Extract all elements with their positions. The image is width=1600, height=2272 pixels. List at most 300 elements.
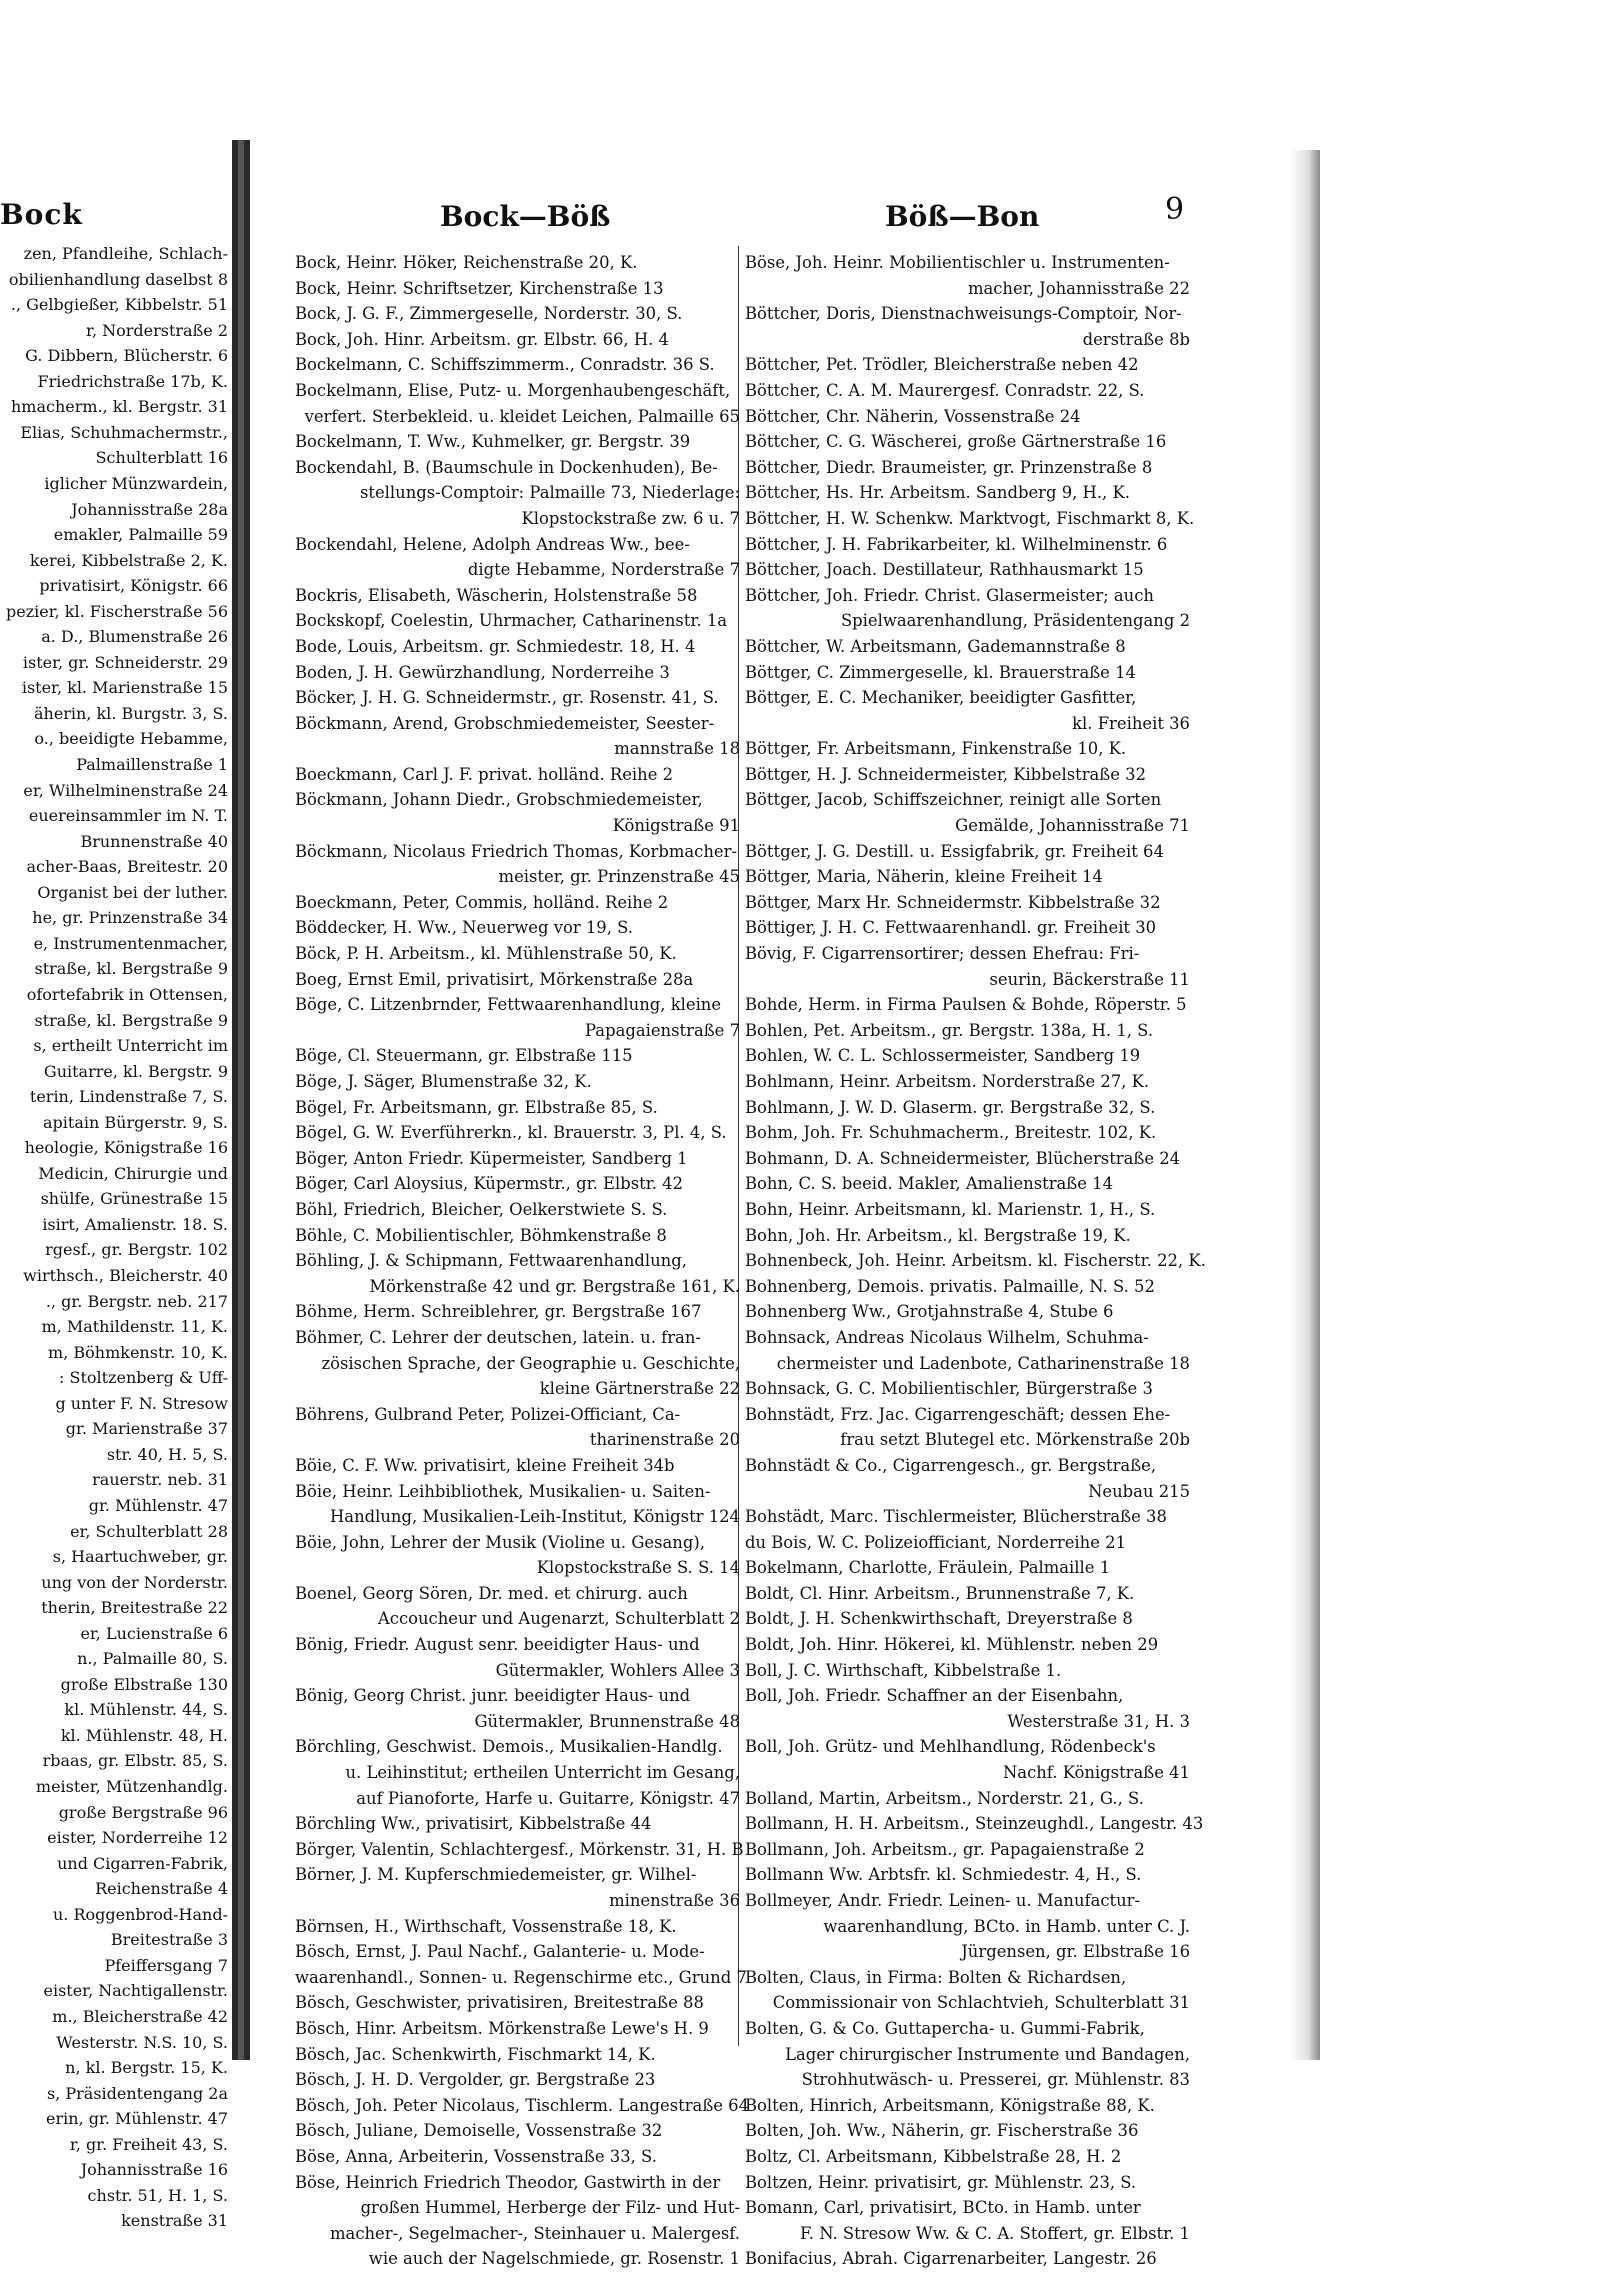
entry-line: Bollmann Ww. Arbtsfr. kl. Schmiedestr. 4, H., S. [745, 1865, 1142, 1885]
left-page-header: Bock [0, 198, 83, 231]
entry-line: Boltzen, Heinr. privatisirt, gr. Mühlenstr. 23, S. [745, 2172, 1137, 2192]
entry-line: Boden, J. H. Gewürzhandlung, Norderreihe 3 [295, 662, 670, 682]
entry-line: Böhme, Herm. Schreiblehrer, gr. Bergstraße 167 [295, 1302, 702, 1322]
entry-line: Boenel, Georg Sören, Dr. med. et chirurg. auch [295, 1583, 688, 1603]
entry-line: Boll, Joh. Grütz- und Mehlhandlung, Rödenbeck's [745, 1737, 1156, 1757]
entry-line: Böge, Cl. Steuermann, gr. Elbstraße 115 [295, 1046, 633, 1066]
entry-continuation: seurin, Bäckerstraße 11 [989, 969, 1190, 989]
entry-line: Böttger, J. G. Destill. u. Essigfabrik, gr. Freiheit 64 [745, 841, 1164, 861]
entry-line: Bohm, Joh. Fr. Schuhmacherm., Breitestr. 102, K. [745, 1123, 1157, 1143]
left-fragment-line: ., Gelbgießer, Kibbelstr. 51 [10, 295, 228, 315]
header-range-right: Böß—Bon [885, 200, 1040, 233]
left-fragment-line: kerei, Kibbelstraße 2, K. [29, 550, 228, 570]
directory-entry [745, 1786, 1190, 1812]
directory-entry [295, 839, 740, 890]
directory-entry [745, 660, 1190, 686]
directory-entry [295, 1632, 740, 1683]
left-fragment-line: und Cigarren-Fabrik, [57, 1853, 228, 1873]
left-fragment-line: straße, kl. Bergstraße 9 [34, 959, 228, 979]
entry-line: Böttcher, Doris, Dienstnachweisungs-Comptoir, Nor- [745, 304, 1182, 324]
directory-entry [745, 1658, 1190, 1684]
entry-line: Böttcher, Chr. Näherin, Vossenstraße 24 [745, 406, 1081, 426]
directory-entry [745, 1248, 1206, 1274]
directory-entry [745, 1453, 1190, 1504]
left-fragment-line: kl. Mühlenstr. 48, H. [60, 1725, 228, 1745]
directory-entry [745, 1223, 1190, 1249]
left-fragment-line: n, kl. Bergstr. 15, K. [65, 2058, 228, 2078]
entry-line: Bockelmann, C. Schiffszimmerm., Conradstr. 36 S. [295, 355, 715, 375]
directory-entry [295, 2067, 740, 2093]
entry-line: Böse, Joh. Heinr. Mobilientischler u. Instrumenten- [745, 253, 1170, 272]
entry-continuation: minenstraße 36 [609, 1891, 740, 1910]
left-fragment-line: he, gr. Prinzenstraße 34 [32, 908, 228, 928]
entry-line: Böck, P. H. Arbeitsm., kl. Mühlenstraße 50, K. [295, 944, 677, 964]
entry-line: Bohn, Joh. Hr. Arbeitsm., kl. Bergstraße 19, K. [745, 1225, 1131, 1245]
left-fragment-line: acher-Baas, Breitestr. 20 [26, 857, 228, 877]
directory-entry [745, 404, 1190, 430]
entry-line: Bolland, Martin, Arbeitsm., Norderstr. 21, G., S. [745, 1788, 1144, 1808]
entry-line: Bolten, G. & Co. Guttapercha- u. Gummi-Fabrik, [745, 2018, 1145, 2038]
entry-line: Böttger, Maria, Näherin, kleine Freiheit 14 [745, 867, 1103, 887]
left-fragment-line: obilienhandlung daselbst 8 [8, 269, 228, 289]
entry-line: Boll, Joh. Friedr. Schaffner an der Eisenbahn, [745, 1686, 1124, 1706]
entry-line: Böie, C. F. Ww. privatisirt, kleine Freiheit 34b [295, 1455, 675, 1475]
entry-line: Böie, Heinr. Leihbibliothek, Musikalien- u. Saiten- [295, 1481, 711, 1501]
directory-entry [745, 1555, 1190, 1581]
book-gutter [232, 140, 250, 2060]
directory-entry [745, 1504, 1190, 1530]
entry-continuation: Strohhutwäsch- u. Presserei, gr. Mühlenstr. 83 [801, 2070, 1190, 2090]
left-fragment-line: er, Wilhelminenstraße 24 [23, 780, 228, 800]
directory-entry [295, 250, 740, 276]
directory-entry [745, 2246, 1190, 2272]
entry-line: Bösch, Juliane, Demoiselle, Vossenstraße 32 [295, 2121, 663, 2141]
left-fragment-line: s, ertheilt Unterricht im [33, 1036, 228, 1056]
entry-line: Böttcher, C. A. M. Maurergesf. Conradstr. 22, S. [745, 380, 1145, 400]
entry-line: Bohnenberg, Demois. privatis. Palmaille, N. S. 52 [745, 1276, 1155, 1296]
entry-line: Böge, J. Säger, Blumenstraße 32, K. [295, 1072, 592, 1091]
directory-entry [745, 1606, 1190, 1632]
directory-entry [745, 301, 1190, 352]
entry-line: Bollmann, H. H. Arbeitsm., Steinzeughdl., Langestr. 43 [745, 1814, 1204, 1834]
entry-line: Bösch, J. H. D. Vergolder, gr. Bergstraße 23 [295, 2070, 656, 2090]
directory-entry [745, 2016, 1190, 2093]
directory-entry [745, 1376, 1190, 1402]
directory-entry [745, 1171, 1190, 1197]
left-fragment-line: kl. Mühlenstr. 44, S. [64, 1700, 228, 1720]
page-edge [1290, 150, 1320, 2060]
directory-entry [295, 2118, 740, 2144]
left-fragment-line: Schulterblatt 16 [95, 448, 228, 468]
left-fragment-line: Brunnenstraße 40 [80, 831, 228, 851]
left-fragment-line: m., Bleicherstraße 42 [52, 2006, 228, 2026]
directory-entry [295, 1043, 740, 1069]
entry-line: Bollmann, Joh. Arbeitsm., gr. Papagaienstraße 2 [745, 1839, 1145, 1859]
directory-entry [295, 276, 740, 302]
left-fragment-line: gr. Mühlenstr. 47 [88, 1495, 228, 1515]
entry-line: Bösch, Geschwister, privatisiren, Breitestraße 88 [295, 1993, 704, 2013]
directory-entry [745, 1734, 1190, 1785]
left-fragment-line: : Stoltzenberg & Uff- [59, 1368, 228, 1388]
entry-continuation: waarenhandlung, BCto. in Hamb. unter C. J. [823, 1916, 1190, 1936]
directory-entry [745, 1018, 1190, 1044]
directory-entry [745, 1069, 1190, 1095]
left-fragment-line: zen, Pfandleihe, Schlach- [23, 244, 228, 263]
entry-line: Bösch, Jac. Schenkwirth, Fischmarkt 14, K. [295, 2044, 656, 2064]
column-right [745, 250, 1206, 2272]
directory-entry [295, 2170, 740, 2272]
entry-line: Bockelmann, T. Ww., Kuhmelker, gr. Bergstr. 39 [295, 432, 691, 452]
directory-entry [295, 327, 740, 353]
directory-entry [745, 915, 1190, 941]
entry-line: Böse, Anna, Arbeiterin, Vossenstraße 33, S. [295, 2146, 657, 2166]
entry-line: Böie, John, Lehrer der Musik (Violine u. Gesang), [295, 1532, 705, 1552]
entry-line: Böddecker, H. Ww., Neuerweg vor 19, S. [295, 918, 634, 938]
entry-continuation: u. Leihinstitut; ertheilen Unterricht im Gesang, [345, 1763, 740, 1783]
entry-continuation: Neubau 215 [1088, 1481, 1190, 1501]
entry-line: Bögel, G. W. Everführerkn., kl. Brauerstr. 3, Pl. 4, S. [295, 1123, 727, 1143]
directory-entry [745, 1632, 1190, 1658]
directory-entry [295, 2016, 740, 2042]
entry-line: Böttger, Fr. Arbeitsmann, Finkenstraße 10, K. [745, 739, 1127, 759]
directory-entry [295, 1197, 740, 1223]
left-fragment-line: isirt, Amalienstr. 18. S. [42, 1214, 228, 1234]
left-fragment-line: Johannisstraße 16 [80, 2160, 228, 2180]
entry-line: Böhrens, Gulbrand Peter, Polizei-Officiant, Ca- [295, 1404, 681, 1424]
entry-continuation: meister, gr. Prinzenstraße 45 [498, 867, 740, 887]
entry-continuation: Klopstockstraße zw. 6 u. 7 [521, 508, 740, 528]
directory-entry [295, 1453, 740, 1479]
directory-entry [745, 532, 1190, 558]
directory-entry [745, 429, 1190, 455]
left-fragment-line: äherin, kl. Burgstr. 3, S. [33, 703, 228, 723]
directory-entry [745, 583, 1190, 634]
entry-line: Boeckmann, Carl J. F. privat. holländ. Reihe 2 [295, 764, 674, 784]
entry-line: Böttger, H. J. Schneidermeister, Kibbelstraße 32 [745, 764, 1147, 784]
left-fragment-line: erin, gr. Mühlenstr. 47 [46, 2109, 228, 2129]
entry-line: Bonifacius, Abrah. Cigarrenarbeiter, Langestr. 26 [745, 2249, 1157, 2269]
entry-line: Böttger, Jacob, Schiffszeichner, reinigt alle Sorten [745, 790, 1162, 810]
entry-line: Bolten, Claus, in Firma: Bolten & Richardsen, [745, 1967, 1127, 1987]
directory-entry [745, 736, 1190, 762]
entry-line: du Bois, W. C. Polizeiofficiant, Norderreihe 21 [745, 1532, 1126, 1552]
left-fragment-line: ister, gr. Schneiderstr. 29 [22, 652, 228, 672]
directory-entry [295, 608, 740, 634]
left-fragment-line: eister, Norderreihe 12 [47, 1828, 228, 1848]
directory-entry [295, 1837, 744, 1863]
entry-line: Bohnstädt, Frz. Jac. Cigarrengeschäft; dessen Ehe- [745, 1404, 1171, 1424]
directory-entry [295, 2144, 740, 2170]
entry-line: Bönig, Friedr. August senr. beeidigter Haus- und [295, 1635, 700, 1655]
left-fragment-line: g unter F. N. Stresow [55, 1393, 228, 1413]
page-header [250, 192, 1290, 240]
left-fragment-line: Guitarre, kl. Bergstr. 9 [43, 1061, 228, 1081]
entry-line: Bohnenbeck, Joh. Heinr. Arbeitsm. kl. Fischerstr. 22, K. [745, 1251, 1206, 1271]
entry-line: Bolten, Hinrich, Arbeitsmann, Königstraße 88, K. [745, 2095, 1155, 2115]
directory-entry [295, 455, 740, 532]
left-fragment-line: ofortefabrik in Ottensen, [26, 984, 228, 1004]
entry-line: Böhl, Friedrich, Bleicher, Oelkerstwiete S. S. [295, 1199, 668, 1219]
entry-continuation: verfert. Sterbekleid. u. kleidet Leichen, Palmaille 65 [304, 406, 740, 426]
entry-line: Boltz, Cl. Arbeitsmann, Kibbelstraße 28, H. 2 [745, 2146, 1122, 2166]
entry-line: Börchling Ww., privatisirt, Kibbelstraße 44 [295, 1814, 652, 1834]
entry-continuation: Nachf. Königstraße 41 [1002, 1763, 1190, 1783]
entry-continuation: Mörkenstraße 42 und gr. Bergstraße 161, K. [369, 1276, 740, 1296]
directory-entry [295, 1862, 740, 1913]
entry-line: Böhle, C. Mobilientischler, Böhmkenstraße 8 [295, 1225, 667, 1245]
left-fragment-line: privatisirt, Königstr. 66 [39, 576, 228, 596]
entry-line: Bockendahl, Helene, Adolph Andreas Ww., bee- [295, 534, 690, 554]
directory-entry [295, 660, 740, 686]
left-fragment-line: str. 40, H. 5, S. [106, 1444, 228, 1464]
directory-entry [745, 1683, 1190, 1734]
entry-line: Böckmann, Nicolaus Friedrich Thomas, Korbmacher- [295, 841, 737, 861]
entry-continuation: kl. Freiheit 36 [1072, 713, 1190, 733]
entry-line: Böttcher, J. H. Fabrikarbeiter, kl. Wilhelminenstr. 6 [745, 534, 1168, 554]
column-left [295, 250, 750, 2272]
left-fragment-line: Palmaillenstraße 1 [76, 755, 228, 774]
directory-entry [745, 1095, 1190, 1121]
left-fragment-line: s, Haartuchweber, gr. [52, 1547, 228, 1567]
entry-line: Böttger, C. Zimmergeselle, kl. Brauerstraße 14 [745, 662, 1136, 682]
entry-continuation: derstraße 8b [1082, 329, 1190, 349]
directory-entry [745, 2170, 1190, 2196]
left-fragment-line: Breitestraße 3 [110, 1930, 228, 1950]
directory-entry [745, 1965, 1190, 2016]
directory-entry [295, 1402, 740, 1453]
left-fragment-line: terin, Lindenstraße 7, S. [29, 1087, 228, 1107]
left-fragment-line: Johannisstraße 28a [71, 499, 228, 519]
left-fragment-line: ister, kl. Marienstraße 15 [21, 678, 228, 698]
entry-line: Bock, Joh. Hinr. Arbeitsm. gr. Elbstr. 66, H. 4 [295, 329, 669, 349]
entry-line: Bohde, Herm. in Firma Paulsen & Bohde, Röperstr. 5 [745, 995, 1187, 1015]
entry-line: Böger, Anton Friedr. Küpermeister, Sandberg 1 [295, 1148, 688, 1168]
left-fragment-line: rbaas, gr. Elbstr. 85, S. [42, 1751, 228, 1771]
directory-entry [295, 1248, 740, 1299]
directory-entry [295, 378, 740, 429]
directory-entry [745, 1146, 1190, 1172]
directory-entry [745, 685, 1190, 736]
left-fragment-line: u. Roggenbrod-Hand- [52, 1904, 228, 1924]
entry-continuation: chermeister und Ladenbote, Catharinenstraße 18 [776, 1353, 1190, 1373]
directory-entry [745, 2144, 1190, 2170]
directory-entry [745, 941, 1190, 992]
entry-line: Bohlen, W. C. L. Schlossermeister, Sandberg 19 [745, 1046, 1141, 1066]
entry-line: Bösch, Ernst, J. Paul Nachf., Galanterie- u. Mode- [295, 1942, 705, 1962]
directory-entry [745, 762, 1190, 788]
entry-line: Bokelmann, Charlotte, Fräulein, Palmaille 1 [745, 1558, 1111, 1578]
directory-entry [295, 1530, 740, 1581]
directory-entry [745, 250, 1190, 301]
entry-line: Bohmann, D. A. Schneidermeister, Blücherstraße 24 [745, 1148, 1181, 1168]
directory-entry [745, 839, 1190, 865]
entry-line: Bode, Louis, Arbeitsm. gr. Schmiedestr. 18, H. 4 [295, 636, 696, 656]
left-fragment-line: heologie, Königstraße 16 [24, 1138, 228, 1158]
left-fragment-line: shülfe, Grünestraße 15 [40, 1189, 228, 1209]
left-fragment-line: s, Präsidentengang 2a [46, 2083, 228, 2103]
entry-line: Bösch, Joh. Peter Nicolaus, Tischlerm. Langestraße 64 [295, 2095, 750, 2115]
directory-entry [295, 1811, 740, 1837]
entry-line: Bohnsack, G. C. Mobilientischler, Bürgerstraße 3 [745, 1379, 1153, 1399]
directory-entry [745, 1043, 1190, 1069]
directory-entry [295, 1299, 740, 1325]
entry-line: Bohnenberg Ww., Grotjahnstraße 4, Stube 6 [745, 1302, 1114, 1322]
directory-entry [745, 2093, 1190, 2119]
entry-line: Bockskopf, Coelestin, Uhrmacher, Catharinenstr. 1a [295, 611, 728, 631]
directory-entry [745, 2118, 1190, 2144]
left-page-fragment [0, 140, 232, 2231]
entry-line: Boll, J. C. Wirthschaft, Kibbelstraße 1. [745, 1660, 1062, 1680]
directory-entry [295, 1990, 740, 2016]
directory-entry [745, 864, 1190, 890]
left-fragment-line: kenstraße 31 [121, 2211, 228, 2231]
left-fragment-line: straße, kl. Bergstraße 9 [34, 1010, 228, 1030]
left-fragment-line: Organist bei der luther. [37, 882, 228, 902]
entry-line: Böttcher, Hs. Hr. Arbeitsm. Sandberg 9, H., K. [745, 483, 1130, 503]
directory-entry [295, 1581, 740, 1632]
entry-line: Bockendahl, B. (Baumschule in Dockenhuden), Be- [295, 457, 718, 477]
entry-continuation: Gütermakler, Wohlers Allee 3 [495, 1660, 740, 1680]
entry-line: Boldt, J. H. Schenkwirthschaft, Dreyerstraße 8 [745, 1609, 1133, 1629]
directory-entry [745, 992, 1190, 1018]
gutter-shadow [238, 140, 244, 2060]
left-fragment-line: chstr. 51, H. 1, S. [87, 2185, 228, 2205]
entry-continuation: Handlung, Musikalien-Leih-Institut, Königstr 124 [330, 1507, 740, 1527]
entry-line: Böttcher, C. G. Wäscherei, große Gärtnerstraße 16 [745, 432, 1167, 452]
left-fragment-line: er, Lucienstraße 6 [80, 1623, 228, 1643]
entry-line: Böttger, Marx Hr. Schneidermstr. Kibbelstraße 32 [745, 892, 1161, 912]
entry-line: Böttiger, J. H. C. Fettwaarenhandl. gr. Freiheit 30 [745, 918, 1157, 938]
entry-line: Bockelmann, Elise, Putz- u. Morgenhaubengeschäft, [295, 380, 731, 400]
entry-line: Böttcher, Joach. Destillateur, Rathhausmarkt 15 [745, 560, 1144, 580]
entry-line: Böcker, J. H. G. Schneidermstr., gr. Rosenstr. 41, S. [295, 688, 719, 708]
entry-line: Böttcher, H. W. Schenkw. Marktvogt, Fischmarkt 8, K. [745, 508, 1195, 528]
entry-continuation: zösischen Sprache, der Geographie u. Geschichte, [321, 1353, 740, 1373]
entry-line: Bohlen, Pet. Arbeitsm., gr. Bergstr. 138a, H. 1, S. [745, 1020, 1154, 1040]
directory-entry [295, 2093, 750, 2119]
entry-line: Bock, Heinr. Schriftsetzer, Kirchenstraße 13 [295, 278, 664, 298]
entry-line: Böttcher, W. Arbeitsmann, Gademannstraße 8 [745, 636, 1126, 656]
entry-continuation: macher-, Segelmacher-, Steinhauer u. Malergesf. [330, 2223, 740, 2243]
page-number: 9 [1165, 192, 1185, 227]
directory-entry [295, 1479, 740, 1530]
left-fragment-line: große Elbstraße 130 [60, 1674, 228, 1694]
directory-entry [295, 1734, 740, 1811]
left-fragment-line: m, Böhmkenstr. 10, K. [48, 1342, 228, 1362]
entry-line: Böhling, J. & Schipmann, Fettwaarenhandlung, [295, 1251, 687, 1271]
directory-entry [745, 1299, 1190, 1325]
entry-continuation: digte Hebamme, Norderstraße 7 [467, 560, 740, 580]
entry-continuation: Gemälde, Johannisstraße 71 [955, 816, 1190, 836]
directory-entry [295, 532, 740, 583]
directory-entry [295, 1325, 740, 1402]
left-fragment-line: therin, Breitestraße 22 [41, 1598, 228, 1618]
entry-continuation: frau setzt Blutegel etc. Mörkenstraße 20b [840, 1430, 1190, 1450]
left-fragment-line: o., beeidigte Hebamme, [34, 729, 228, 749]
left-fragment-line: m, Mathildenstr. 11, K. [41, 1317, 228, 1337]
entry-line: Böttcher, Diedr. Braumeister, gr. Prinzenstraße 8 [745, 457, 1153, 477]
directory-entry [745, 1837, 1190, 1863]
entry-continuation: auf Pianoforte, Harfe u. Guitarre, Königstr. 47 [356, 1788, 740, 1808]
directory-entry [745, 1888, 1190, 1965]
entry-line: Boldt, Cl. Hinr. Arbeitsm., Brunnenstraße 7, K. [745, 1583, 1135, 1603]
entry-line: Bohlmann, Heinr. Arbeitsm. Norderstraße 27, K. [745, 1072, 1150, 1091]
left-fragment-line: Friedrichstraße 17b, K. [37, 371, 228, 391]
entry-line: Bösch, Hinr. Arbeitsm. Mörkenstraße Lewe's H. 9 [295, 2018, 709, 2038]
left-fragment-line: rauerstr. neb. 31 [92, 1470, 228, 1490]
left-fragment-line: Westerstr. N.S. 10, S. [56, 2032, 228, 2052]
entry-continuation: kleine Gärtnerstraße 22 [539, 1379, 740, 1399]
left-fragment-line: emakler, Palmaille 59 [53, 525, 228, 545]
entry-continuation: Papagaienstraße 7 [585, 1020, 740, 1040]
directory-entry [745, 1274, 1190, 1300]
entry-line: Böckmann, Johann Diedr., Grobschmiedemeister, [295, 790, 703, 810]
entry-line: Bomann, Carl, privatisirt, BCto. in Hamb. unter [745, 2198, 1141, 2218]
directory-entry [745, 480, 1190, 506]
directory-entry [745, 2195, 1190, 2246]
left-fragment-line: iglicher Münzwardein, [44, 473, 228, 493]
left-fragment-line: rgesf., gr. Bergstr. 102 [45, 1240, 228, 1260]
entry-continuation: wie auch der Nagelschmiede, gr. Rosenstr. 1 [368, 2249, 740, 2269]
entry-line: Boeckmann, Peter, Commis, holländ. Reihe 2 [295, 892, 669, 912]
entry-line: Bock, J. G. F., Zimmergeselle, Norderstr. 30, S. [295, 304, 683, 324]
entry-continuation: waarenhandl., Sonnen- u. Regenschirme etc., Grund 7 [295, 1967, 747, 1987]
entry-line: Böttcher, Joh. Friedr. Christ. Glasermeister; auch [745, 585, 1154, 605]
directory-entry [295, 1939, 747, 1990]
directory-entry [745, 1862, 1190, 1888]
directory-entry [295, 352, 740, 378]
entry-line: Böttger, E. C. Mechaniker, beeidigter Gasfitter, [745, 688, 1137, 708]
entry-continuation: großen Hummel, Herberge der Filz- und Hut- [360, 2198, 740, 2218]
entry-line: Böhmer, C. Lehrer der deutschen, latein. u. fran- [295, 1327, 701, 1347]
directory-entry [295, 1914, 740, 1940]
directory-entry [745, 1811, 1204, 1837]
directory-entry [295, 787, 740, 838]
left-fragment-line: hmacherm., kl. Bergstr. 31 [11, 397, 228, 417]
left-fragment-line: große Bergstraße 96 [58, 1802, 228, 1822]
entry-line: Bohlmann, J. W. D. Glaserm. gr. Bergstraße 32, S. [745, 1097, 1156, 1117]
directory-entry [295, 583, 740, 609]
entry-continuation: tharinenstraße 20 [589, 1430, 740, 1450]
entry-line: Bollmeyer, Andr. Friedr. Leinen- u. Manufactur- [745, 1891, 1141, 1910]
header-range-left: Bock—Böß [440, 200, 611, 233]
left-fragment-line: Reichenstraße 4 [95, 1879, 228, 1899]
left-fragment-line: euereinsammler im N. T. [28, 806, 228, 826]
directory-entry [295, 1069, 740, 1095]
entry-line: Börger, Valentin, Schlachtergesf., Mörkenstr. 31, H. B [295, 1839, 744, 1859]
left-fragment-line: n., Palmaille 80, S. [77, 1649, 228, 1669]
left-fragment-line: Pfeiffersgang 7 [104, 1955, 228, 1975]
left-fragment-line: ., gr. Bergstr. neb. 217 [45, 1291, 228, 1311]
left-fragment-line: er, Schulterblatt 28 [70, 1521, 228, 1541]
entry-line: Bögel, Fr. Arbeitsmann, gr. Elbstraße 85, S. [295, 1097, 658, 1117]
directory-entry [295, 967, 740, 993]
directory-entry [295, 429, 740, 455]
entry-line: Boeg, Ernst Emil, privatisirt, Mörkenstraße 28a [295, 969, 694, 989]
directory-entry [745, 506, 1195, 532]
entry-line: Bohn, C. S. beeid. Makler, Amalienstraße 14 [745, 1174, 1114, 1194]
entry-line: Bövig, F. Cigarrensortirer; dessen Ehefrau: Fri- [745, 944, 1140, 964]
entry-continuation: macher, Johannisstraße 22 [967, 278, 1190, 298]
directory-entry [295, 634, 740, 660]
entry-line: Börchling, Geschwist. Demois., Musikalien-Handlg. [295, 1737, 723, 1757]
directory-entry [295, 1683, 740, 1734]
directory-entry [295, 762, 740, 788]
entry-continuation: Lager chirurgischer Instrumente und Bandagen, [785, 2044, 1190, 2064]
left-fragment-line: r, gr. Freiheit 43, S. [69, 2134, 228, 2154]
directory-entry [295, 992, 740, 1043]
directory-entry [745, 378, 1190, 404]
